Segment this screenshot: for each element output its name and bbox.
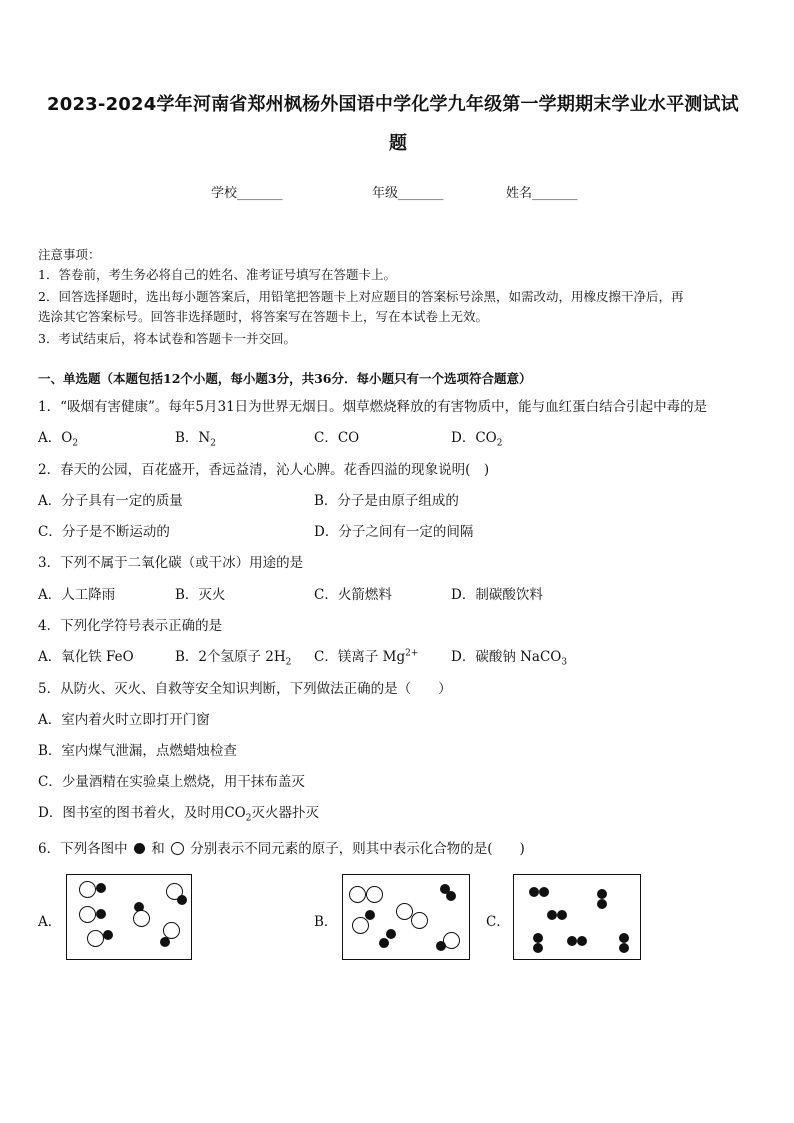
q2-option-d: D．分子之间有一定的间隔: [314, 524, 474, 540]
section-heading: 一、单选题（本题包括12个小题，每小题3分，共36分．每小题只有一个选项符合题意）: [38, 371, 532, 386]
black-atom: [386, 929, 396, 939]
q3-option-b: B．灭火: [175, 587, 226, 603]
q1-option-d: D．$CO_2$: [451, 430, 503, 449]
q6-diagram-c: [513, 874, 641, 960]
black-atom: [446, 891, 456, 901]
q2-option-b: B．分子是由原子组成的: [314, 493, 459, 509]
black-atom: [539, 887, 549, 897]
q4-option-a: A．氧化铁 FeO: [38, 649, 134, 665]
black-atom: [177, 895, 187, 905]
black-atom: [577, 936, 587, 946]
q6-option-c-label: C．: [486, 914, 510, 930]
note-item: 1．答卷前，考生务必将自己的姓名、准考证号填写在答题卡上。: [38, 267, 396, 282]
q1-option-a: A．$O_2$: [38, 430, 79, 449]
q5-option-b: B．室内煤气泄漏，点燃蜡烛检查: [38, 743, 237, 759]
white-atom: [87, 930, 104, 947]
black-atom: [619, 943, 629, 953]
white-atom: [79, 906, 96, 923]
q1-option-b: B．$N_2$: [175, 430, 216, 449]
notes-heading: 注意事项：: [38, 247, 101, 262]
white-atom: [349, 886, 366, 903]
school-field: 学校_______: [211, 186, 283, 201]
q2-option-c: C．分子是不断运动的: [38, 524, 170, 540]
black-atom: [103, 930, 113, 940]
q5-option-d: D．图书室的图书着火，及时用$CO_2$灭火器扑灭: [38, 805, 319, 824]
white-atom-icon: [171, 842, 184, 855]
q5-stem: 5．从防火、灭火、自救等安全知识判断，下列做法正确的是（ ）: [38, 681, 452, 697]
q1-option-c: C．CO: [314, 430, 360, 446]
q4-option-d: D．碳酸钠 NaCO$_3$: [451, 649, 568, 668]
q4-option-c: C．镁离子 $Mg^{2+}$: [314, 648, 419, 665]
black-atom: [96, 909, 106, 919]
q1-stem: 1．“吸烟有害健康”。每年5月31日为世界无烟日。烟草燃烧释放的有害物质中，能与血红蛋白结合引起中毒的是: [38, 399, 708, 415]
q6-option-b-label: B．: [314, 914, 338, 930]
black-atom: [436, 941, 446, 951]
black-atom: [567, 936, 577, 946]
q3-stem: 3．下列不属于二氧化碳（或干冰）用途的是: [38, 555, 304, 571]
black-atom: [160, 937, 170, 947]
black-atom: [547, 910, 557, 920]
note-item: 3．考试结束后，将本试卷和答题卡一并交回。: [38, 331, 296, 346]
black-atom-icon: [134, 843, 145, 854]
note-item: 选涂其它答案标号。回答非选择题时，将答案写在答题卡上，写在本试卷上无效。: [38, 309, 489, 324]
black-atom: [533, 933, 543, 943]
q2-stem: 2．春天的公园，百花盛开，香远益清，沁人心脾。花香四溢的现象说明( ): [38, 462, 490, 478]
white-atom: [79, 881, 96, 898]
page-title-continued: 题: [389, 133, 408, 154]
q5-option-c: C．少量酒精在实验桌上燃烧，用干抹布盖灭: [38, 774, 305, 790]
white-atom: [133, 910, 150, 927]
black-atom: [619, 933, 629, 943]
q5-option-a: A．室内着火时立即打开门窗: [38, 712, 210, 728]
name-field: 姓名_______: [506, 186, 578, 201]
q4-option-b: B．2个氢原子 $2H_2$: [175, 649, 292, 668]
black-atom: [597, 899, 607, 909]
q6-diagram-a: [66, 874, 192, 960]
white-atom: [366, 886, 383, 903]
q4-stem: 4．下列化学符号表示正确的是: [38, 618, 223, 634]
black-atom: [533, 943, 543, 953]
q3-option-d: D．制碳酸饮料: [451, 587, 543, 603]
black-atom: [529, 887, 539, 897]
black-atom: [379, 938, 389, 948]
white-atom: [352, 917, 369, 934]
q6-diagram-b: [342, 874, 470, 960]
note-item: 2．回答选择题时，选出每小题答案后，用铅笔把答题卡上对应题目的答案标号涂黑，如需改动，用橡皮擦干净后，再: [38, 289, 684, 304]
q3-option-c: C．火箭燃料: [314, 587, 392, 603]
page-title: 2023-2024学年河南省郑州枫杨外国语中学化学九年级第一学期期末学业水平测试试: [47, 94, 739, 115]
grade-field: 年级_______: [372, 186, 444, 201]
black-atom: [96, 883, 106, 893]
q6-option-a-label: A．: [38, 914, 62, 930]
white-atom: [411, 912, 428, 929]
black-atom: [557, 910, 567, 920]
q6-stem: 6．下列各图中 和 分别表示不同元素的原子，则其中表示化合物的是( ): [38, 841, 525, 857]
q2-option-a: A．分子具有一定的质量: [38, 493, 183, 509]
q3-option-a: A．人工降雨: [38, 587, 116, 603]
black-atom: [597, 889, 607, 899]
